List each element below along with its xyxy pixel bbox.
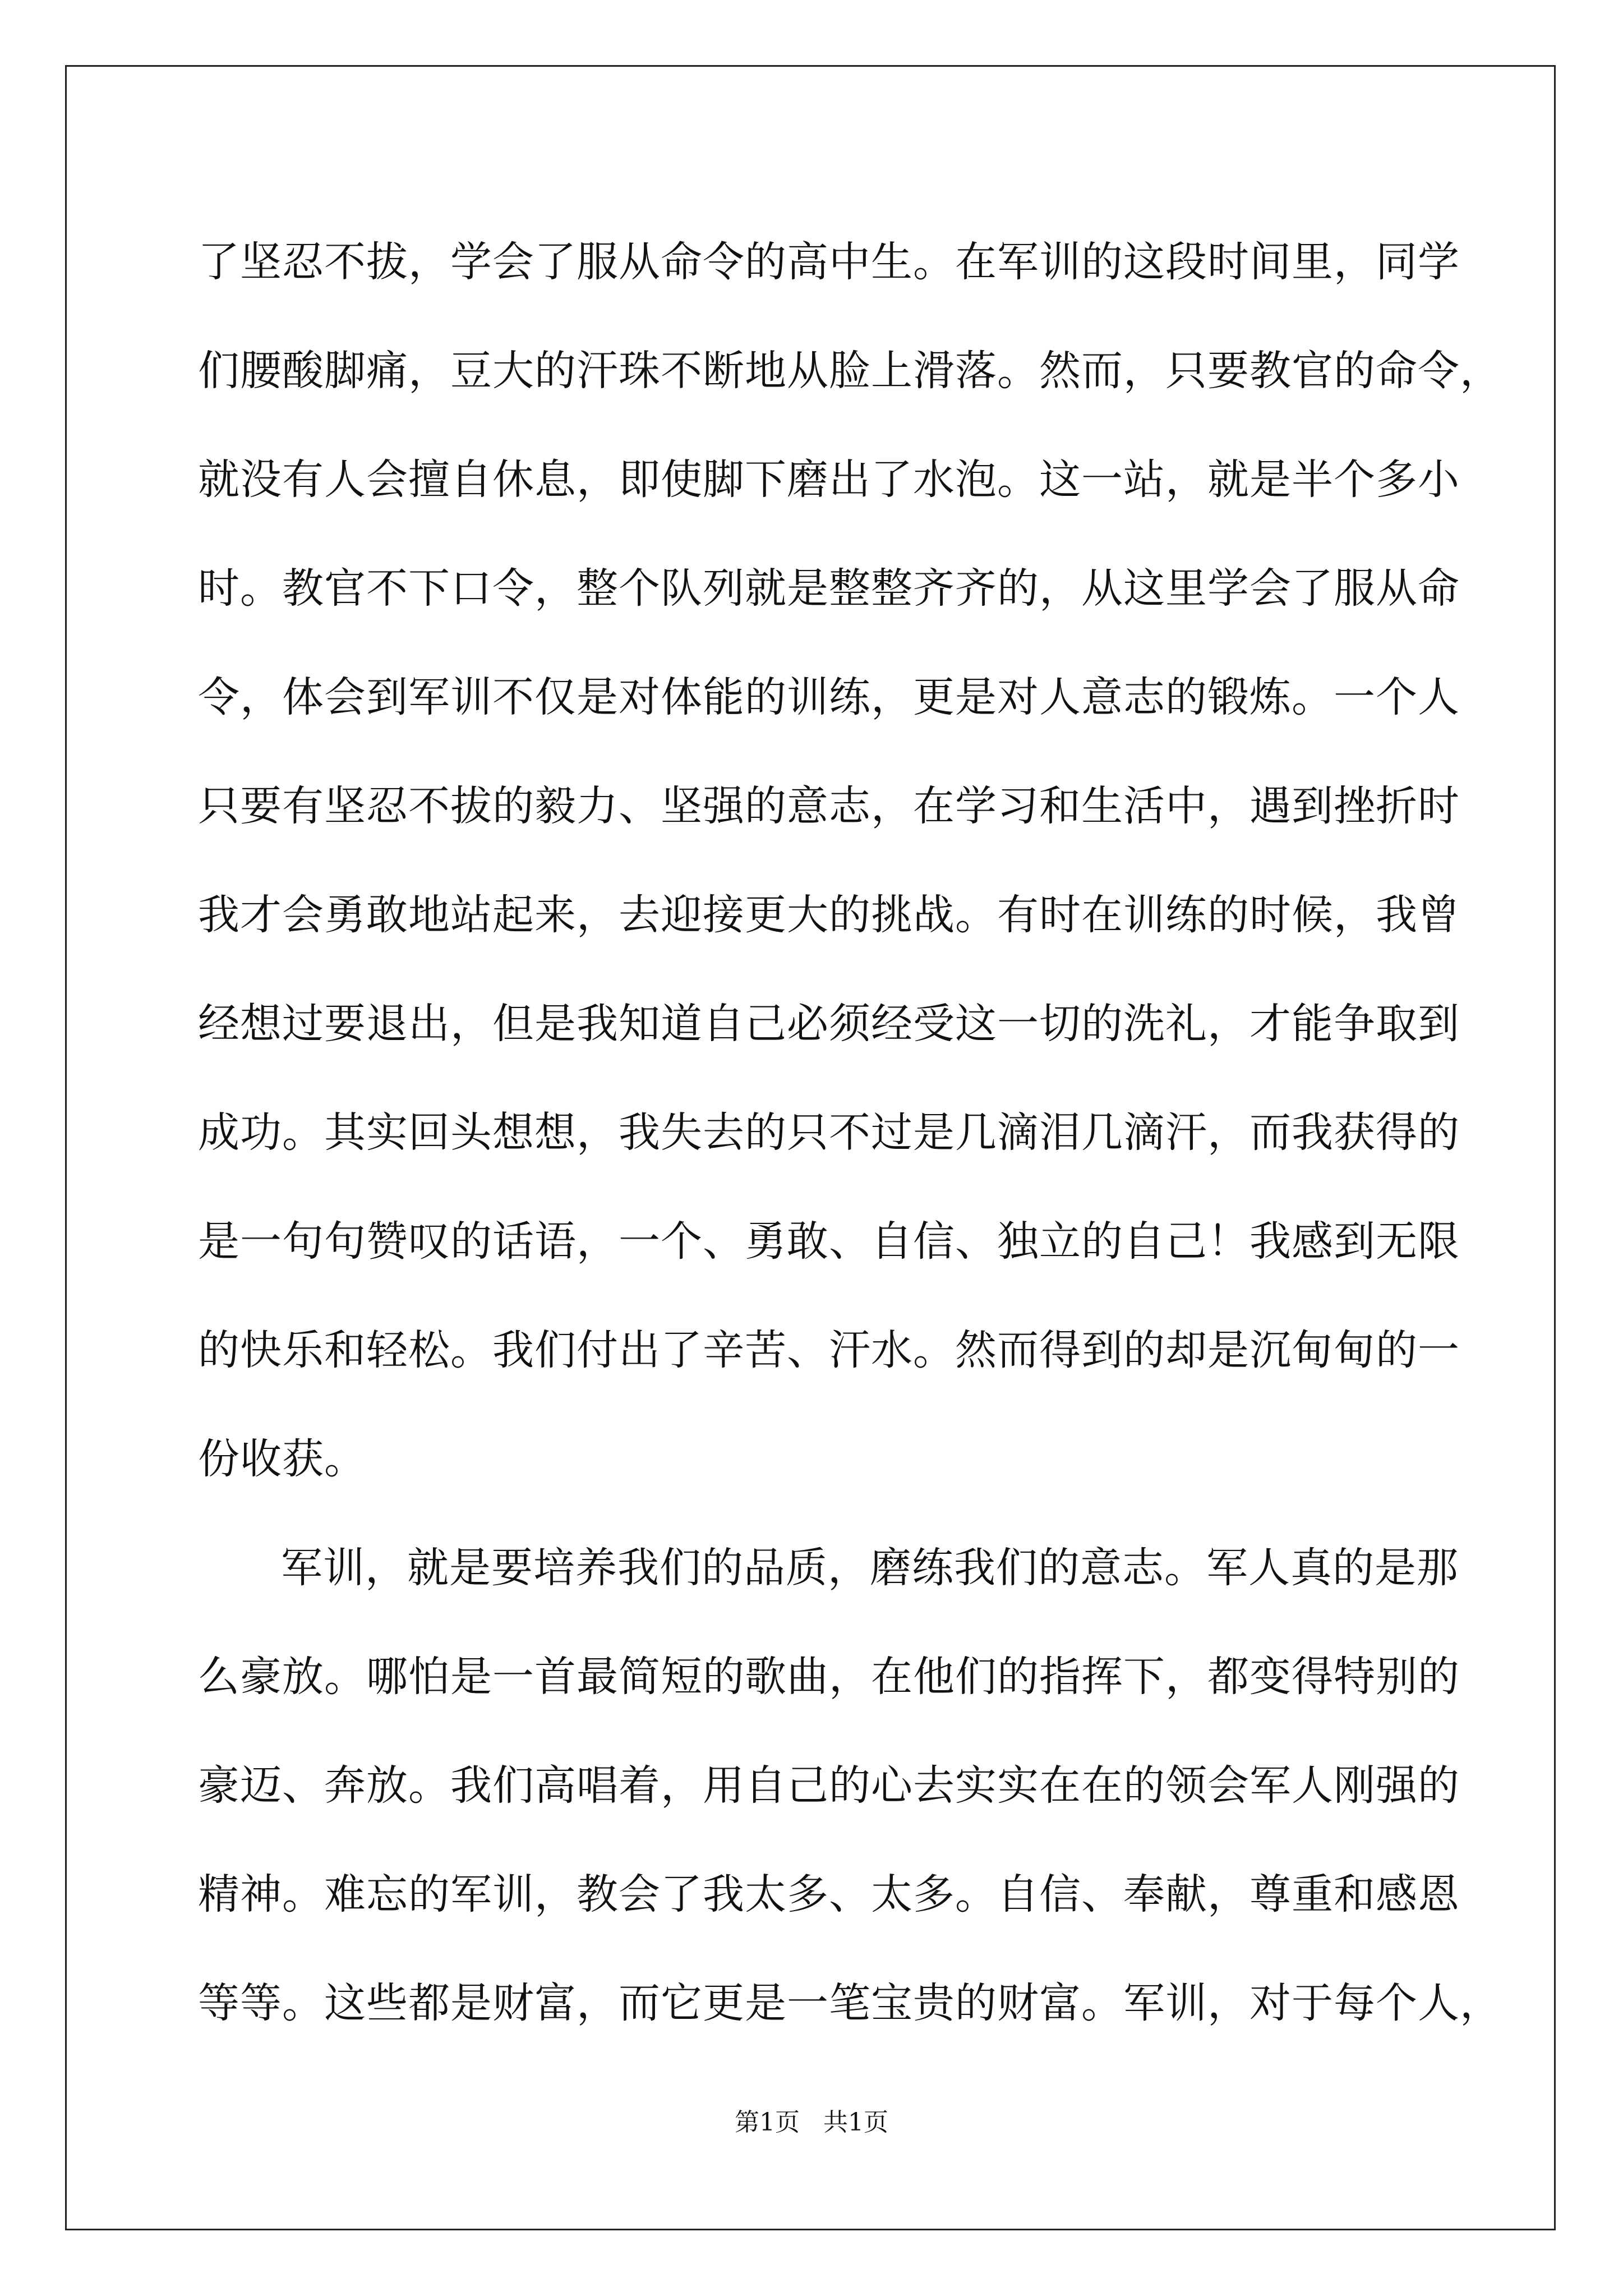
text-line: 只要有坚忍不拔的毅力、坚强的意志，在学习和生活中，遇到挫折时 xyxy=(198,782,1460,830)
text-line: 我才会勇敢地站起来，去迎接更大的挑战。有时在训练的时候，我曾 xyxy=(198,891,1460,939)
page-footer xyxy=(0,2106,1623,2139)
page-number: 第1页 xyxy=(735,2108,800,2137)
text-line: 令，体会到军训不仅是对体能的训练，更是对人意志的锻炼。一个人 xyxy=(198,673,1460,721)
text-line: 等等。这些都是财富，而它更是一笔宝贵的财富。军训，对于每个人， xyxy=(198,1979,1502,2027)
text-line: 经想过要退出，但是我知道自己必须经受这一切的洗礼，才能争取到 xyxy=(198,1000,1460,1048)
text-line: 了坚忍不拔，学会了服从命令的高中生。在军训的这段时间里，同学 xyxy=(198,238,1460,286)
text-line: 的快乐和轻松。我们付出了辛苦、汗水。然而得到的却是沉甸甸的一 xyxy=(198,1326,1460,1374)
text-line: 豪迈、奔放。我们高唱着，用自己的心去实实在在的领会军人刚强的 xyxy=(198,1761,1460,1810)
text-line: 么豪放。哪怕是一首最简短的歌曲，在他们的指挥下，都变得特别的 xyxy=(198,1653,1460,1701)
page-total: 共1页 xyxy=(823,2108,888,2137)
text-line: 时。教官不下口令，整个队列就是整整齐齐的，从这里学会了服从命 xyxy=(198,564,1460,613)
text-line: 军训，就是要培养我们的品质，磨练我们的意志。军人真的是那 xyxy=(281,1544,1459,1592)
document-body xyxy=(198,208,1502,2058)
text-line: 们腰酸脚痛，豆大的汗珠不断地从脸上滑落。然而，只要教官的命令， xyxy=(198,347,1502,395)
text-line: 就没有人会擅自休息，即使脚下磨出了水泡。这一站，就是半个多小 xyxy=(198,455,1460,504)
text-line: 精神。难忘的军训，教会了我太多、太多。自信、奉献，尊重和感恩 xyxy=(198,1870,1460,1918)
text-line: 份收获。 xyxy=(198,1435,366,1483)
text-line: 是一句句赞叹的话语，一个、勇敢、自信、独立的自己！我感到无限 xyxy=(198,1217,1460,1266)
text-line: 成功。其实回头想想，我失去的只不过是几滴泪几滴汗，而我获得的 xyxy=(198,1108,1460,1157)
